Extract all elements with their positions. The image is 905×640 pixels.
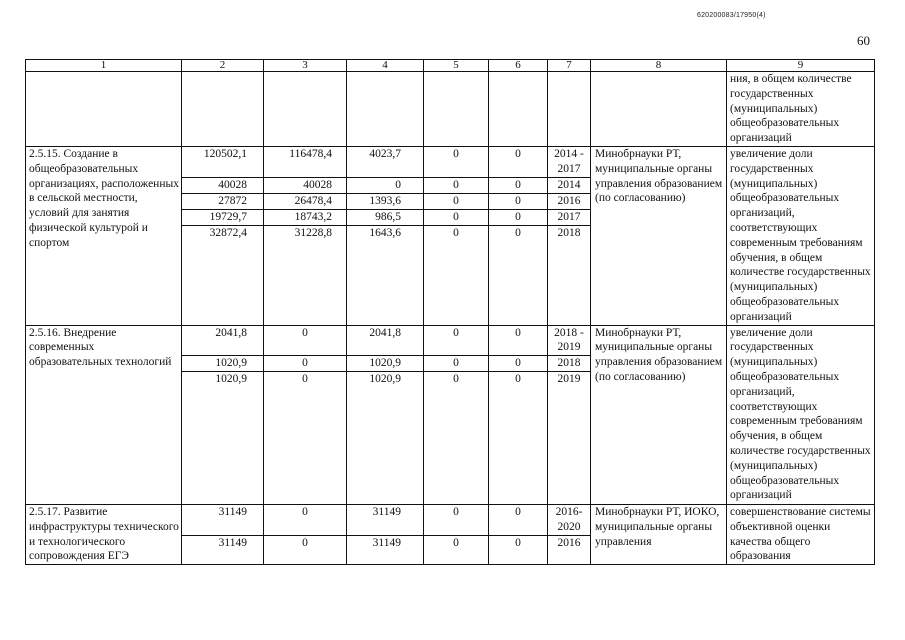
federal-cell: 18743,2 bbox=[264, 209, 347, 225]
carryover-row bbox=[26, 72, 875, 147]
header-cell: 4 bbox=[347, 60, 424, 72]
table-cell bbox=[26, 72, 182, 147]
regional-cell: 2041,8 bbox=[347, 325, 424, 356]
local-cell: 0 bbox=[424, 225, 489, 325]
total-cell: 32872,4 bbox=[182, 225, 264, 325]
header-cell: 7 bbox=[548, 60, 591, 72]
table-cell bbox=[182, 72, 264, 147]
other-cell: 0 bbox=[489, 225, 548, 325]
indicator-cell: увеличение доли государственных (муниципальных) общеобразовательных организаций, соответствующих современным требованиям обучения, в общем количестве государственных (муниципальных) общеобразовательных организаций bbox=[727, 146, 875, 325]
total-cell: 19729,7 bbox=[182, 209, 264, 225]
local-cell: 0 bbox=[424, 193, 489, 209]
period-cell: 2016 bbox=[548, 193, 591, 209]
other-cell: 0 bbox=[489, 504, 548, 535]
table-cell bbox=[424, 72, 489, 147]
regional-cell: 4023,7 bbox=[347, 146, 424, 177]
other-cell: 0 bbox=[489, 193, 548, 209]
table-row bbox=[26, 325, 875, 356]
table-cell bbox=[548, 72, 591, 147]
table-cell bbox=[264, 72, 347, 147]
period-cell: 2016-2020 bbox=[548, 504, 591, 535]
federal-cell: 0 bbox=[264, 325, 347, 356]
local-cell: 0 bbox=[424, 209, 489, 225]
other-cell: 0 bbox=[489, 356, 548, 372]
header-cell: 5 bbox=[424, 60, 489, 72]
regional-cell: 31149 bbox=[347, 535, 424, 564]
federal-cell: 0 bbox=[264, 504, 347, 535]
federal-cell: 0 bbox=[264, 535, 347, 564]
table-row bbox=[26, 504, 875, 535]
activity-name-cell: 2.5.17. Развитие инфраструктуры технического и технологического сопровождения ЕГЭ bbox=[26, 504, 182, 564]
federal-cell: 116478,4 bbox=[264, 146, 347, 177]
total-cell: 1020,9 bbox=[182, 356, 264, 372]
indicator-cell: увеличение доли государственных (муниципальных) общеобразовательных организаций, соответствующих современным требованиям обучения, в общем количестве государственных (муниципальных) общеобразовательных организаций bbox=[727, 325, 875, 504]
regional-cell: 0 bbox=[347, 177, 424, 193]
federal-cell: 0 bbox=[264, 356, 347, 372]
executor-cell: Минобрнауки РТ, муниципальные органы управления образованием (по согласованию) bbox=[591, 146, 727, 325]
program-activities-table bbox=[25, 59, 875, 565]
regional-cell: 1020,9 bbox=[347, 371, 424, 504]
table-row bbox=[26, 146, 875, 177]
table-cell bbox=[347, 72, 424, 147]
local-cell: 0 bbox=[424, 146, 489, 177]
period-cell: 2014 bbox=[548, 177, 591, 193]
other-cell: 0 bbox=[489, 325, 548, 356]
regional-cell: 1020,9 bbox=[347, 356, 424, 372]
total-cell: 120502,1 bbox=[182, 146, 264, 177]
other-cell: 0 bbox=[489, 371, 548, 504]
header-cell: 1 bbox=[26, 60, 182, 72]
regional-cell: 1643,6 bbox=[347, 225, 424, 325]
executor-cell: Минобрнауки РТ, ИОКО, муниципальные органы управления bbox=[591, 504, 727, 564]
period-cell: 2019 bbox=[548, 371, 591, 504]
header-cell: 3 bbox=[264, 60, 347, 72]
local-cell: 0 bbox=[424, 504, 489, 535]
period-cell: 2014 - 2017 bbox=[548, 146, 591, 177]
regional-cell: 986,5 bbox=[347, 209, 424, 225]
period-cell: 2018 - 2019 bbox=[548, 325, 591, 356]
federal-cell: 0 bbox=[264, 371, 347, 504]
other-cell: 0 bbox=[489, 146, 548, 177]
period-cell: 2016 bbox=[548, 535, 591, 564]
activity-name-cell: 2.5.16. Внедрение современных образовательных технологий bbox=[26, 325, 182, 504]
other-cell: 0 bbox=[489, 535, 548, 564]
table-cell bbox=[591, 72, 727, 147]
table-cell bbox=[489, 72, 548, 147]
regional-cell: 1393,6 bbox=[347, 193, 424, 209]
header-cell: 2 bbox=[182, 60, 264, 72]
header-cell: 9 bbox=[727, 60, 875, 72]
period-cell: 2017 bbox=[548, 209, 591, 225]
page-number: 60 bbox=[857, 33, 870, 48]
local-cell: 0 bbox=[424, 535, 489, 564]
other-cell: 0 bbox=[489, 209, 548, 225]
total-cell: 1020,9 bbox=[182, 371, 264, 504]
period-cell: 2018 bbox=[548, 356, 591, 372]
total-cell: 40028 bbox=[182, 177, 264, 193]
executor-cell: Минобрнауки РТ, муниципальные органы управления образованием (по согласованию) bbox=[591, 325, 727, 504]
header-cell: 8 bbox=[591, 60, 727, 72]
header-row bbox=[26, 60, 875, 72]
document-code: 620200083/17950(4) bbox=[697, 12, 766, 19]
total-cell: 2041,8 bbox=[182, 325, 264, 356]
local-cell: 0 bbox=[424, 177, 489, 193]
local-cell: 0 bbox=[424, 325, 489, 356]
local-cell: 0 bbox=[424, 371, 489, 504]
local-cell: 0 bbox=[424, 356, 489, 372]
federal-cell: 26478,4 bbox=[264, 193, 347, 209]
federal-cell: 31228,8 bbox=[264, 225, 347, 325]
period-cell: 2018 bbox=[548, 225, 591, 325]
total-cell: 31149 bbox=[182, 504, 264, 535]
total-cell: 27872 bbox=[182, 193, 264, 209]
indicator-cell: ния, в общем количестве государственных (муниципальных) общеобразовательных организаций bbox=[727, 72, 875, 147]
other-cell: 0 bbox=[489, 177, 548, 193]
header-cell: 6 bbox=[489, 60, 548, 72]
regional-cell: 31149 bbox=[347, 504, 424, 535]
indicator-cell: совершенствование системы объективной оценки качества общего образования bbox=[727, 504, 875, 564]
total-cell: 31149 bbox=[182, 535, 264, 564]
federal-cell: 40028 bbox=[264, 177, 347, 193]
activity-name-cell: 2.5.15. Создание в общеобразовательных организациях, расположенных в сельской местности, условий для занятия физической культурой и спортом bbox=[26, 146, 182, 325]
